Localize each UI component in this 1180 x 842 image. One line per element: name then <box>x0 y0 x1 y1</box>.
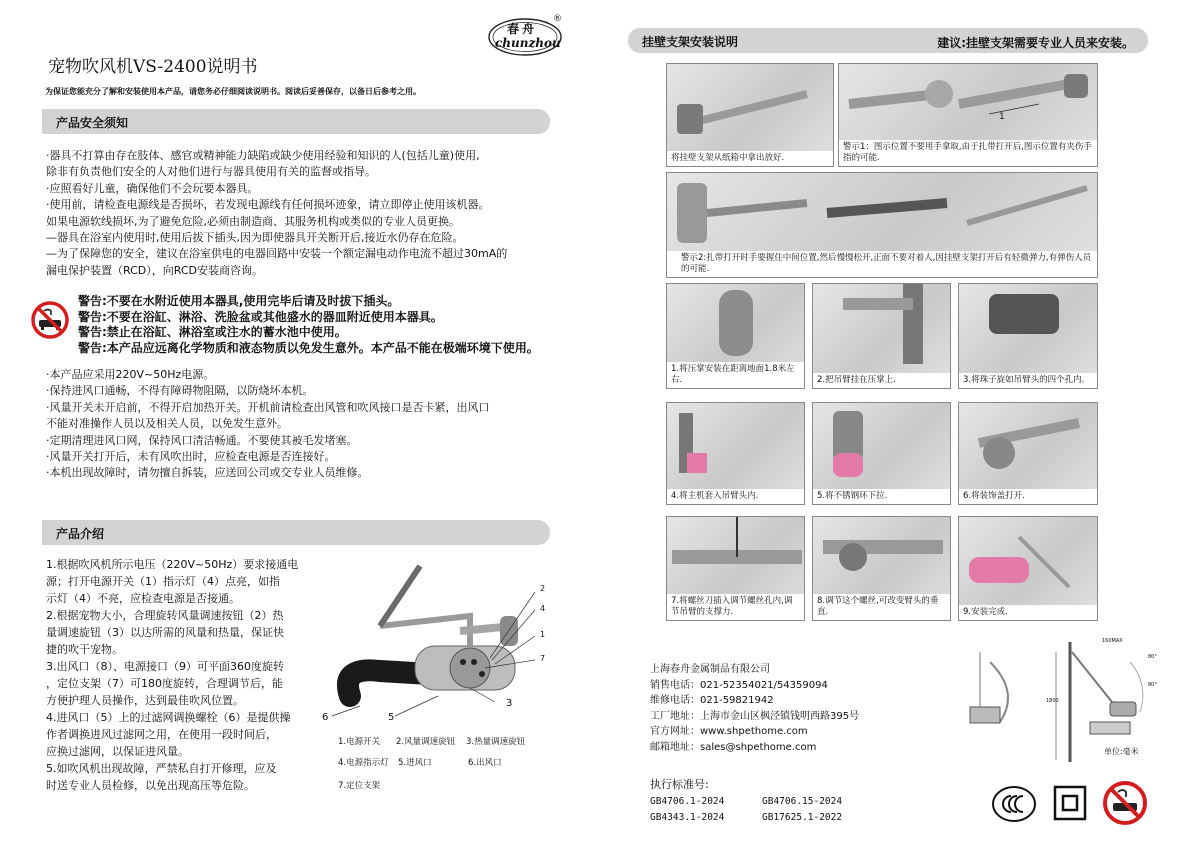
usage-text <box>46 367 490 482</box>
website: 官方网址：www.shpethome.com <box>650 726 808 738</box>
product-line: 3.出风口（8）、电源接口（9）可平面360度旋转 <box>46 660 284 673</box>
callout-4: 4 <box>540 604 546 613</box>
legend-7: 7.定位支架 <box>338 781 381 791</box>
step-caption: 8.调节这个螺丝,可改变臂头的垂直. <box>813 594 950 620</box>
callout-3: 3 <box>506 698 513 709</box>
product-line: 应换过滤网，以保证进风量。 <box>46 745 189 758</box>
standard-code: GB17625.1-2022 <box>762 812 843 823</box>
step-caption: 6.将装饰盖打开. <box>959 489 1097 504</box>
diagram-label: 80° <box>1148 682 1157 688</box>
intro-text: 为保证您能充分了解和安装使用本产品，请您务必仔细阅读说明书。阅读后妥善保存，以备日后参考之用。 <box>45 87 421 96</box>
safety-line: ·使用前，请检查电源线是否损坏，若发现电源线有任何损坏迹象，请立即停止使用该机器。 <box>46 198 490 212</box>
step-photo <box>812 516 951 621</box>
diagram-label: 80° <box>1148 654 1157 660</box>
safety-line: —器具在浴室内使用时,使用后拔下插头,因为即使器具开关断开后,接近水仍存在危险。 <box>46 231 464 245</box>
warning-line: 警告:不要在浴缸、淋浴、洗脸盆或其他盛水的器皿附近使用本器具。 <box>78 309 443 324</box>
product-line: 4.进风口（5）上的过滤网调换螺栓（6）是提供操 <box>46 711 291 724</box>
callout-7: 7 <box>540 654 546 663</box>
no-bathtub-icon <box>1102 780 1148 826</box>
step-photo <box>666 516 805 621</box>
usage-line: ·定期清理进风口网，保持风口清洁畅通。不要使其被毛发堵塞。 <box>46 433 358 447</box>
step-photo <box>666 172 1098 278</box>
safety-line: 除非有负责他们安全的人对他们进行与器具使用有关的监督或指导。 <box>46 165 376 179</box>
step-caption: 5.将不锈钢环下拉. <box>813 489 950 504</box>
callout-2: 2 <box>540 584 546 593</box>
no-bathtub-icon <box>30 300 70 340</box>
usage-line: ·本机出现故障时，请勿擅自拆装，应送回公司或交专业人员维修。 <box>46 466 369 480</box>
safety-section-bar <box>42 109 550 134</box>
company-info <box>650 662 859 756</box>
safety-line: 如果电源软线损坏,为了避免危险,必须由制造商、其服务机构或类似的专业人员更换。 <box>46 214 460 228</box>
legend-3: 3.热量调速旋钮 <box>466 737 526 747</box>
product-line: 作者调换进风过滤网之用，在使用一段时间后， <box>46 728 277 741</box>
product-text <box>46 556 298 794</box>
step-caption: 警示2:扎带打开时手要握住中间位置,然后慢慢松开,正面不要对着人,因挂壁支架打开后有轻微弹力,有弹伤人员的可能. <box>667 251 1097 277</box>
warning-line: 警告:禁止在浴缸、淋浴室或注水的蓄水池中使用。 <box>78 325 347 340</box>
step-photo <box>666 63 834 167</box>
diagram-label: 160MAX <box>1102 638 1123 644</box>
standard-code: GB4706.15-2024 <box>762 796 843 807</box>
step-caption: 警示1：图示位置不要用手拿取,由于扎带打开后,图示位置有夹伤手指的可能. <box>839 140 1097 166</box>
installation-diagram <box>960 632 1170 767</box>
legend-6: 6.出风口 <box>468 758 502 768</box>
warnings-block <box>78 294 539 356</box>
standards-heading: 执行标准号: <box>650 778 709 791</box>
install-note: 建议:挂壁支架需要专业人员来安装。 <box>937 36 1134 50</box>
callout-1: 1 <box>540 630 546 639</box>
dryer-illustration <box>320 556 560 736</box>
callout-6: 6 <box>322 712 329 723</box>
product-line: 时送专业人员检修，以免出现高压等危险。 <box>46 779 255 792</box>
step-caption: 7.将螺丝刀插入调节螺丝孔内,调节吊臂的支撑力. <box>667 594 804 620</box>
brand-cn: 春舟 <box>507 22 538 36</box>
step-photo <box>666 402 805 505</box>
registered-mark: ® <box>553 14 562 24</box>
product-heading: 产品介绍 <box>56 527 105 541</box>
legend-4: 4.电源指示灯 <box>338 758 389 768</box>
step-photo <box>958 516 1098 621</box>
step-caption: 9.安装完成. <box>959 605 1097 620</box>
step-photo <box>812 283 951 389</box>
double-insulation-icon <box>1052 784 1088 822</box>
step-caption: 3.将珠子旋如吊臂头的四个孔内. <box>959 373 1097 388</box>
usage-line: ·风量开关未开启前，不得开启加热开关。开机前请检查出风管和吹风接口是否卡紧，出风口 <box>46 400 490 414</box>
email: 邮箱地址：sales@shpethome.com <box>650 741 817 753</box>
brand-logo <box>485 14 565 58</box>
step-caption: 将挂壁支架从纸箱中拿出放好. <box>667 151 833 166</box>
page-title: 宠物吹风机VS-2400说明书 <box>48 57 258 77</box>
step-caption: 2.把吊臂挂在压掌上. <box>813 373 950 388</box>
service-phone: 维修电话：021-59821942 <box>650 695 774 707</box>
step-photo <box>666 283 805 389</box>
install-heading: 挂壁支架安装说明 <box>642 35 739 49</box>
step-photo <box>838 63 1098 167</box>
diagram-label: 1800 <box>1046 698 1059 704</box>
brand-en: chunzhou <box>495 36 561 50</box>
product-line: 捷的吹干宠物。 <box>46 643 123 656</box>
product-line: 5.如吹风机出现故障，严禁私自打开修理，应及 <box>46 762 277 775</box>
usage-line: 不能对准操作人员以及相关人员，以免发生意外。 <box>46 417 288 431</box>
warning-callout-1: 1 <box>999 112 1005 122</box>
legend-5: 5.进风口 <box>398 758 432 768</box>
warning-line: 警告:不要在水附近使用本器具,使用完毕后请及时拔下插头。 <box>78 294 400 308</box>
step-caption: 4.将主机套入吊臂头内. <box>667 489 804 504</box>
standard-code: GB4706.1-2024 <box>650 796 725 807</box>
safety-text <box>46 148 507 279</box>
product-line: ，定位支架（7）可180度旋转，合理调节后，能 <box>46 677 283 690</box>
warning-line: 警告:本产品应远离化学物质和液态物质以免发生意外。本产品不能在极端环境下使用。 <box>78 340 539 355</box>
step-caption: 1.将压掌安装在距离地面1.8米左右. <box>667 362 804 388</box>
product-section-bar <box>42 520 550 545</box>
usage-line: ·风量开关打开后，未有风吹出时，应检查电源是否连接好。 <box>46 450 336 464</box>
step-photo <box>958 402 1098 505</box>
sales-phone: 销售电话：021-52354021/54359094 <box>650 679 828 691</box>
product-line: 2.根据宠物大小，合理旋转风量调速按钮（2）热 <box>46 609 284 622</box>
legend-1: 1.电源开关 <box>338 737 381 747</box>
safety-line: —为了保障您的安全，建议在浴室供电的电器回路中安装一个额定漏电动作电流不超过30mA的 <box>46 247 508 261</box>
safety-heading: 产品安全须知 <box>56 116 129 130</box>
step-photo <box>812 402 951 505</box>
product-line: 源；打开电源开关（1）指示灯（4）点亮，如指 <box>46 575 280 588</box>
product-line: 1.根据吹风机所示电压（220V~50Hz）要求接通电 <box>46 558 299 571</box>
safety-line: 漏电保护装置（RCD），向RCD安装商咨询。 <box>46 263 263 277</box>
install-section-bar <box>628 28 1148 53</box>
unit-label: 单位:毫米 <box>1104 747 1139 756</box>
product-line: 示灯（4）不亮，应检查电源是否接通。 <box>46 592 240 605</box>
product-line: 量调速旋钮（3）以达所需的风量和热量，保证快 <box>46 626 284 639</box>
company-name: 上海春舟金属制品有限公司 <box>650 664 770 675</box>
callout-5: 5 <box>388 712 395 723</box>
ccc-icon <box>991 784 1037 824</box>
safety-line: ·器具不打算由存在肢体、感官或精神能力缺陷或缺少使用经验和知识的人(包括儿童)使用, <box>46 149 480 162</box>
safety-line: ·应照看好儿童，确保他们不会玩要本器具。 <box>46 181 259 195</box>
usage-line: ·保持进风口通畅，不得有障碍物阻隔，以防烧坏本机。 <box>46 384 314 398</box>
standard-code: GB4343.1-2024 <box>650 812 725 823</box>
legend-2: 2.风量调速旋钮 <box>396 737 456 747</box>
usage-line: ·本产品应采用220V~50Hz电源。 <box>46 368 215 381</box>
step-photo <box>958 283 1098 389</box>
factory-address: 工厂地址：上海市金山区枫泾镇钱明西路395号 <box>650 710 860 722</box>
product-line: 方便护理人员操作，达到最佳吹风位置。 <box>46 694 244 707</box>
